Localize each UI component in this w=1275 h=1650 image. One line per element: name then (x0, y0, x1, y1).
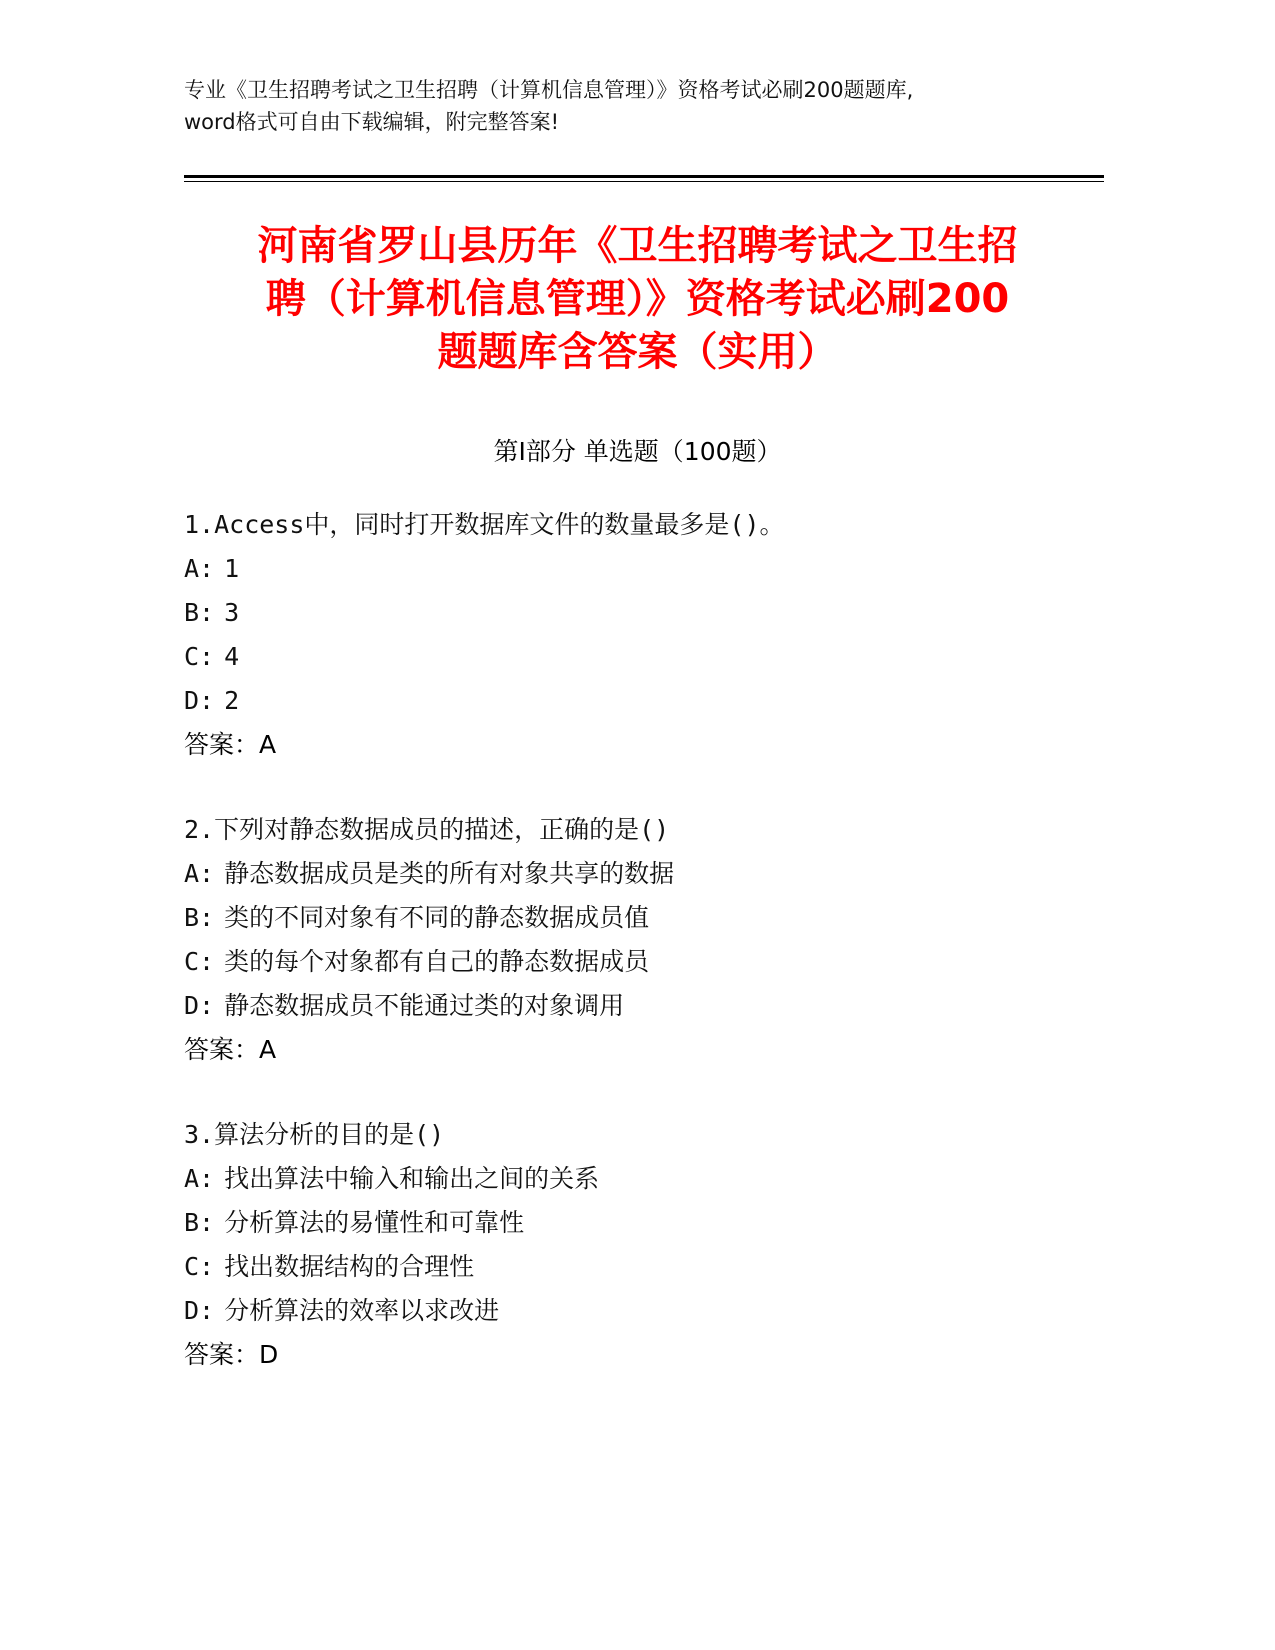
question-stem: 1.Access中，同时打开数据库文件的数量最多是()。 (184, 510, 785, 539)
header-divider-thick (184, 175, 1104, 178)
option-text: 类的每个对象都有自己的静态数据成员 (224, 947, 650, 976)
option-text: 分析算法的效率以求改进 (224, 1296, 500, 1325)
option-key: D: (184, 1296, 215, 1325)
option-text: 3 (224, 598, 240, 627)
option-d (184, 679, 1104, 723)
option-text: 2 (224, 686, 240, 715)
answer-line (184, 1028, 1104, 1072)
option-key: B: (184, 598, 215, 627)
header-note-line-1: 专业《卫生招聘考试之卫生招聘（计算机信息管理）》资格考试必刷200题题库, (184, 78, 914, 102)
option-c (184, 1245, 1104, 1289)
option-text: 静态数据成员不能通过类的对象调用 (224, 991, 625, 1020)
header-note (184, 74, 1104, 138)
answer-label: 答案： (184, 1340, 260, 1369)
answer-label: 答案： (184, 730, 260, 759)
question-stem: 2.下列对静态数据成员的描述，正确的是() (184, 815, 670, 844)
option-key: D: (184, 686, 215, 715)
option-text: 分析算法的易懂性和可靠性 (224, 1208, 525, 1237)
document-title-line-1: 河南省罗山县历年《卫生招聘考试之卫生招 (257, 223, 1018, 269)
option-b (184, 1201, 1104, 1245)
option-key: C: (184, 642, 215, 671)
option-d (184, 1289, 1104, 1333)
option-c (184, 940, 1104, 984)
option-text: 4 (224, 642, 240, 671)
answer-line (184, 1333, 1104, 1377)
question-stem: 3.算法分析的目的是() (184, 1120, 445, 1149)
answer-value: A (259, 730, 277, 759)
question-2 (184, 808, 1104, 1072)
option-text: 静态数据成员是类的所有对象共享的数据 (224, 859, 675, 888)
option-d (184, 984, 1104, 1028)
option-a (184, 547, 1104, 591)
answer-label: 答案： (184, 1035, 260, 1064)
header-note-line-2: word格式可自由下载编辑，附完整答案! (184, 110, 560, 134)
option-key: A: (184, 554, 215, 583)
option-key: D: (184, 991, 215, 1020)
option-a (184, 852, 1104, 896)
question-3 (184, 1113, 1104, 1377)
option-text: 找出算法中输入和输出之间的关系 (224, 1164, 600, 1193)
option-text: 类的不同对象有不同的静态数据成员值 (224, 903, 650, 932)
question-1 (184, 503, 1104, 767)
option-key: A: (184, 1164, 215, 1193)
option-text: 找出数据结构的合理性 (224, 1252, 475, 1281)
option-b (184, 896, 1104, 940)
option-a (184, 1157, 1104, 1201)
answer-line (184, 723, 1104, 767)
option-key: A: (184, 859, 215, 888)
document-title-line-3: 题题库含答案（实用） (437, 329, 838, 375)
option-key: B: (184, 1208, 215, 1237)
header-divider-thin (184, 181, 1104, 182)
document-title-line-2: 聘（计算机信息管理）》资格考试必刷200 (265, 276, 1010, 322)
answer-value: D (259, 1340, 279, 1369)
section-heading: 第I部分 单选题（100题） (493, 437, 782, 466)
option-key: C: (184, 947, 215, 976)
answer-value: A (259, 1035, 277, 1064)
document-title (150, 220, 1125, 379)
option-text: 1 (224, 554, 240, 583)
option-key: B: (184, 903, 215, 932)
option-c (184, 635, 1104, 679)
option-key: C: (184, 1252, 215, 1281)
option-b (184, 591, 1104, 635)
